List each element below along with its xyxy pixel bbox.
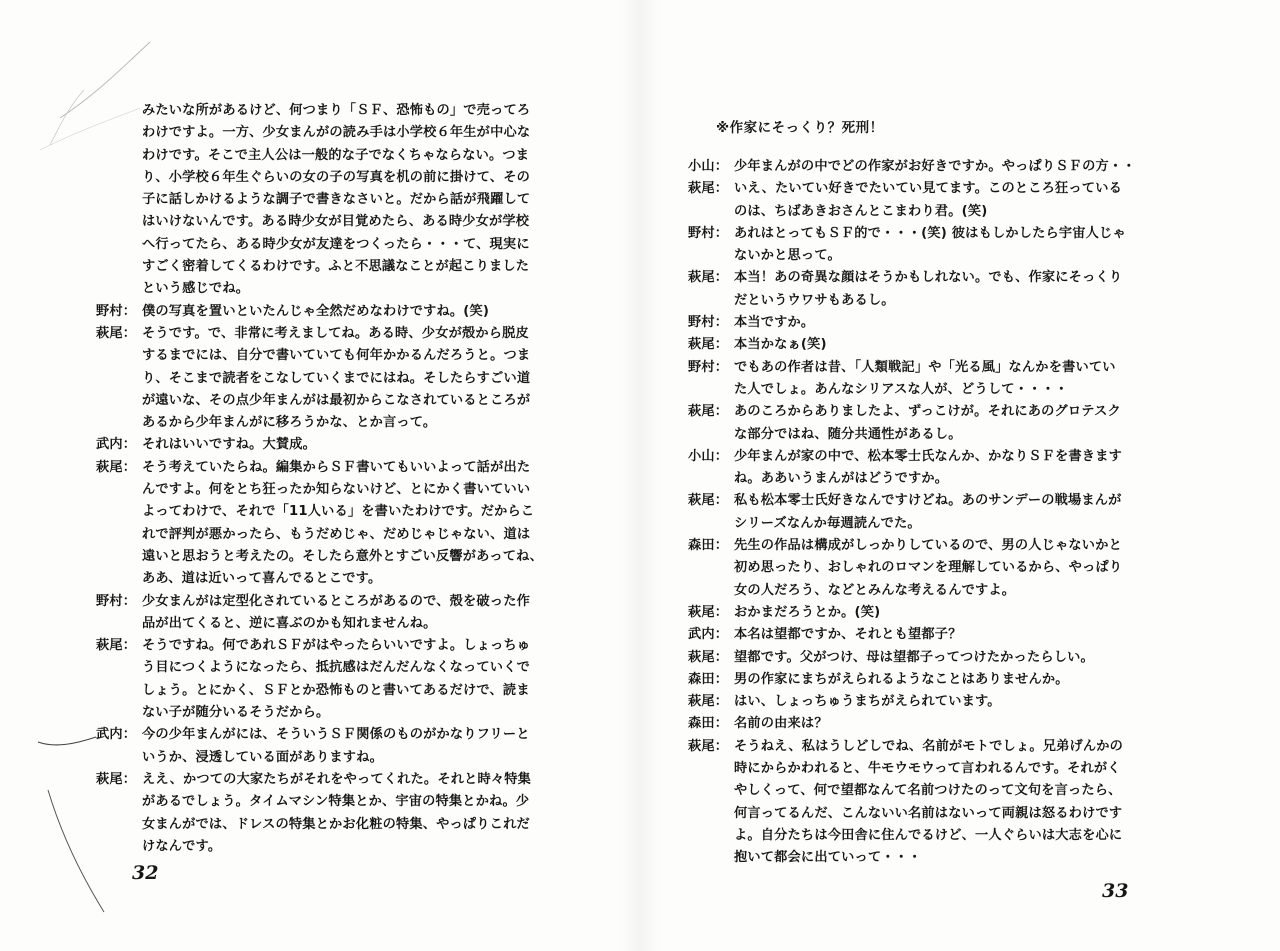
dialogue-text: 子に話しかけるような調子で書きなさいと。だから話が飛躍して	[142, 192, 531, 208]
dialogue-line	[96, 122, 596, 144]
dialogue-line	[96, 278, 596, 300]
speaker-label: 森田：	[688, 538, 729, 554]
dialogue-text: り、小学校６年生ぐらいの女の子の写真を机の前に掛けて、その	[142, 169, 530, 185]
dialogue-line	[96, 368, 596, 390]
dialogue-line	[688, 647, 1228, 669]
speaker-label: 萩尾：	[688, 493, 729, 509]
dialogue-text: 女まんがでは、ドレスの特集とかお化粧の特集、やっぱりこれだ	[142, 816, 530, 832]
dialogue-text: いうか、浸透している面がありますね。	[142, 749, 383, 765]
dialogue-text: それはいいですね。大賛成。	[142, 437, 317, 453]
dialogue-text: けなんです。	[142, 838, 222, 854]
dialogue-line	[96, 100, 596, 122]
right-page	[640, 0, 1280, 951]
dialogue-line	[688, 847, 1228, 869]
dialogue-text: 少女まんがは定型化されているところがあるので、殻を破った作	[142, 593, 530, 609]
dialogue-line	[96, 702, 596, 724]
dialogue-line	[96, 167, 596, 189]
speaker-label: 萩尾：	[96, 459, 137, 475]
dialogue-line	[688, 334, 1228, 356]
dialogue-text: よってわけで、それで「11人いる」を書いたわけです。だからこ	[142, 504, 535, 520]
left-page-dialogue	[96, 100, 596, 858]
dialogue-text: 初め思ったり、おしゃれのロマンを理解しているから、やっぱり	[734, 560, 1123, 576]
dialogue-line	[96, 635, 596, 657]
dialogue-line	[688, 535, 1228, 557]
speaker-label: 小山：	[688, 159, 729, 174]
dialogue-line	[96, 747, 596, 769]
dialogue-line	[96, 345, 596, 367]
dialogue-line	[96, 211, 596, 233]
dialogue-text: みたいな所があるけど、何つまり「ＳＦ、恐怖もの」で売ってろ	[142, 103, 531, 118]
speaker-label: 萩尾：	[96, 325, 137, 341]
dialogue-text: 時にからかわれると、牛モウモウって言われるんです。それがく	[734, 761, 1121, 777]
speaker-label: 萩尾：	[96, 638, 137, 654]
dialogue-line	[96, 836, 596, 858]
dialogue-text: しょう。とにかく、ＳＦとか恐怖ものと書いてあるだけで、読ま	[142, 682, 530, 698]
dialogue-line	[96, 301, 596, 323]
dialogue-text: があるでしょう。タイムマシン特集とか、宇宙の特集とかね。少	[142, 794, 530, 810]
dialogue-line	[688, 825, 1228, 847]
dialogue-text: そうねえ、私はうしどしでね、名前がモトでしょ。兄弟げんかの	[734, 738, 1124, 754]
dialogue-text: た人でしょ。あんなシリアスな人が、どうして・・・・	[734, 381, 1069, 397]
dialogue-line	[688, 401, 1228, 423]
dialogue-line	[688, 201, 1228, 223]
dialogue-line	[688, 713, 1228, 735]
dialogue-text: だというウワサもあるし。	[734, 292, 895, 308]
dialogue-line	[96, 814, 596, 836]
dialogue-line	[688, 557, 1228, 579]
dialogue-text: 男の作家にまちがえられるようなことはありませんか。	[734, 671, 1069, 687]
dialogue-text: ないかと思って。	[734, 248, 841, 264]
dialogue-text: でもあの作者は昔、「人類戦記」や「光る風」なんかを書いてい	[734, 359, 1116, 375]
dialogue-line	[688, 379, 1228, 401]
dialogue-text: 女の人だろう、などとみんな考えるんですよ。	[734, 582, 1016, 598]
dialogue-line	[688, 580, 1228, 602]
dialogue-line	[96, 791, 596, 813]
dialogue-text: おかまだろうとか。(笑)	[734, 604, 881, 620]
dialogue-text: り、そこまで読者をこなしていくまでにはね。そしたらすごい道	[142, 370, 531, 386]
dialogue-line	[688, 490, 1228, 512]
speaker-label: 萩尾：	[688, 649, 729, 665]
dialogue-line	[96, 234, 596, 256]
speaker-label: 萩尾：	[96, 771, 137, 787]
dialogue-line	[96, 680, 596, 702]
dialogue-text: れで評判が悪かったら、もうだめじゃ、だめじゃじゃない、道は	[142, 526, 531, 542]
dialogue-text: ない子が随分いるそうだから。	[142, 705, 330, 721]
dialogue-text: シリーズなんか毎週読んでた。	[734, 515, 921, 531]
speaker-label: 武内：	[96, 437, 137, 453]
dialogue-line	[96, 434, 596, 456]
dialogue-line	[96, 145, 596, 167]
dialogue-line	[96, 256, 596, 278]
speaker-label: 野村：	[96, 303, 137, 319]
dialogue-line	[688, 245, 1228, 267]
dialogue-line	[96, 501, 596, 523]
dialogue-text: ええ、かつての大家たちがそれをやってくれた。それと時々特集	[142, 771, 532, 787]
page-number-right: 33	[1102, 880, 1129, 902]
speaker-label: 萩尾：	[688, 604, 729, 620]
dialogue-text: すごく密着してくるわけです。ふと不思議なことが起こりました	[142, 259, 530, 275]
dialogue-text: 本当ですか。	[734, 315, 815, 331]
dialogue-text: はい、しょっちゅうまちがえられています。	[734, 694, 1001, 710]
dialogue-text: 私も松本零士氏好きなんですけどね。あのサンデーの戦場まんが	[734, 493, 1122, 509]
speaker-label: 萩尾：	[688, 404, 729, 420]
dialogue-text: 先生の作品は構成がしっかりしているので、男の人じゃないかと	[734, 538, 1122, 554]
dialogue-text: 僕の写真を置いといたんじゃ全然だめなわけですね。(笑)	[142, 303, 490, 319]
dialogue-line	[96, 568, 596, 590]
dialogue-text: そう考えていたらね。編集からＳＦ書いてもいいよって話が出た	[142, 459, 531, 475]
dialogue-line	[96, 390, 596, 412]
dialogue-line	[96, 546, 596, 568]
speaker-label: 小山：	[688, 448, 729, 464]
dialogue-text: という感じでね。	[142, 281, 250, 297]
page-number-left: 32	[132, 862, 159, 884]
dialogue-text: やしくって、何で望都なんて名前つけたのって文句を言ったら、	[734, 783, 1122, 799]
dialogue-text: 名前の由来は？	[734, 716, 828, 732]
dialogue-text: 少年まんが家の中で、松本零士氏なんか、かなりＳＦを書きます	[734, 448, 1122, 464]
speaker-label: 萩尾：	[688, 694, 729, 710]
dialogue-text: するまでには、自分で書いていても何年かかるんだろうと。つま	[142, 348, 531, 364]
dialogue-line	[688, 513, 1228, 535]
dialogue-text: わけですよ。一方、少女まんがの読み手は小学校６年生が中心な	[142, 125, 531, 141]
section-heading: ※作家にそっくり？死刑！	[716, 120, 884, 136]
dialogue-line	[96, 524, 596, 546]
speaker-label: 森田：	[688, 716, 729, 732]
dialogue-line	[96, 323, 596, 345]
dialogue-line	[688, 312, 1228, 334]
dialogue-line	[688, 468, 1228, 490]
dialogue-line	[96, 613, 596, 635]
speaker-label: 野村：	[688, 315, 729, 331]
dialogue-text: 本当かなぁ(笑)	[734, 337, 827, 353]
dialogue-text: んですよ。何をとち狂ったか知らないけど、とにかく書いていい	[142, 482, 531, 498]
speaker-label: 森田：	[688, 671, 729, 687]
dialogue-line	[96, 189, 596, 211]
dialogue-text: 何言ってるんだ、こんないい名前はないって両親は怒るわけです	[734, 805, 1123, 821]
dialogue-text: はいけないんです。ある時少女が目覚めたら、ある時少女が学校	[142, 214, 530, 230]
dialogue-line	[688, 736, 1228, 758]
speaker-label: 萩尾：	[688, 270, 729, 286]
dialogue-text: そうです。で、非常に考えましてね。ある時、少女が殻から脱皮	[142, 325, 529, 341]
speaker-label: 野村：	[688, 359, 729, 375]
dialogue-text: な部分ではね、随分共通性があるし。	[734, 426, 962, 442]
dialogue-line	[688, 691, 1228, 713]
speaker-label: 武内：	[96, 727, 137, 743]
dialogue-text: あるから少年まんがに移ろうかな、とか言って。	[142, 415, 437, 431]
speaker-label: 野村：	[96, 593, 137, 609]
dialogue-text: ああ、道は近いって喜んでるとこです。	[142, 571, 382, 587]
dialogue-text: わけです。そこで主人公は一般的な子でなくちゃならない。つま	[142, 147, 530, 163]
dialogue-line	[688, 446, 1228, 468]
right-page-dialogue	[688, 156, 1228, 870]
dialogue-line	[688, 780, 1228, 802]
dialogue-line	[96, 769, 596, 791]
dialogue-line	[688, 669, 1228, 691]
dialogue-line	[688, 178, 1228, 200]
dialogue-line	[688, 290, 1228, 312]
dialogue-line	[688, 602, 1228, 624]
dialogue-text: 遠いと思おうと考えたの。そしたら意外とすごい反響があってね、	[142, 548, 543, 564]
dialogue-text: よ。自分たちは今田舎に住んでるけど、一人ぐらいは大志を心に	[734, 827, 1123, 843]
dialogue-text: う目につくようになったら、抵抗感はだんだんなくなっていくで	[142, 660, 530, 676]
dialogue-line	[688, 424, 1228, 446]
speaker-label: 武内：	[688, 627, 729, 643]
dialogue-text: 今の少年まんがには、そういうＳＦ関係のものがかなりフリーと	[142, 727, 530, 743]
dialogue-line	[688, 156, 1228, 178]
dialogue-text: 抱いて都会に出ていって・・・	[734, 850, 922, 866]
dialogue-line	[688, 357, 1228, 379]
dialogue-text: が遠いな、その点少年まんがは最初からこなされているところが	[142, 392, 531, 408]
dialogue-text: 本名は望都ですか、それとも望都子？	[734, 627, 962, 643]
dialogue-line	[96, 591, 596, 613]
dialogue-text: あのころからありましたよ、ずっこけが。それにあのグロテスク	[734, 404, 1121, 420]
dialogue-line	[688, 223, 1228, 245]
dialogue-line	[96, 457, 596, 479]
dialogue-text: あれはとってもＳＦ的で・・・(笑) 彼はもしかしたら宇宙人じゃ	[734, 225, 1126, 241]
dialogue-text: へ行ってたら、ある時少女が友達をつくったら・・・て、現実に	[142, 236, 530, 252]
speaker-label: 野村：	[688, 225, 729, 241]
dialogue-line	[688, 758, 1228, 780]
dialogue-line	[96, 479, 596, 501]
dialogue-text: のは、ちばあきおさんとこまわり君。(笑)	[734, 203, 988, 219]
dialogue-text: 品が出てくると、逆に喜ぶのかも知れませんね。	[142, 615, 437, 631]
dialogue-line	[96, 657, 596, 679]
dialogue-line	[688, 803, 1228, 825]
dialogue-text: 本当！あの奇異な顔はそうかもしれない。でも、作家にそっくり	[734, 270, 1123, 286]
dialogue-text: ね。ああいうまんがはどうですか。	[734, 471, 949, 487]
speaker-label: 萩尾：	[688, 337, 729, 353]
speaker-label: 萩尾：	[688, 181, 729, 197]
dialogue-text: 少年まんがの中でどの作家がお好きですか。やっぱりＳＦの方・・	[734, 159, 1136, 174]
dialogue-line	[688, 267, 1228, 289]
dialogue-line	[96, 412, 596, 434]
dialogue-text: いえ、たいてい好きでたいてい見てます。このところ狂っている	[734, 181, 1122, 197]
dialogue-text: そうですね。何であれＳＦがはやったらいいですよ。しょっちゅ	[142, 638, 531, 654]
dialogue-line	[96, 724, 596, 746]
dialogue-line	[688, 624, 1228, 646]
speaker-label: 萩尾：	[688, 738, 729, 754]
dialogue-text: 望都です。父がつけ、母は望都子ってつけたかったらしい。	[734, 649, 1094, 665]
